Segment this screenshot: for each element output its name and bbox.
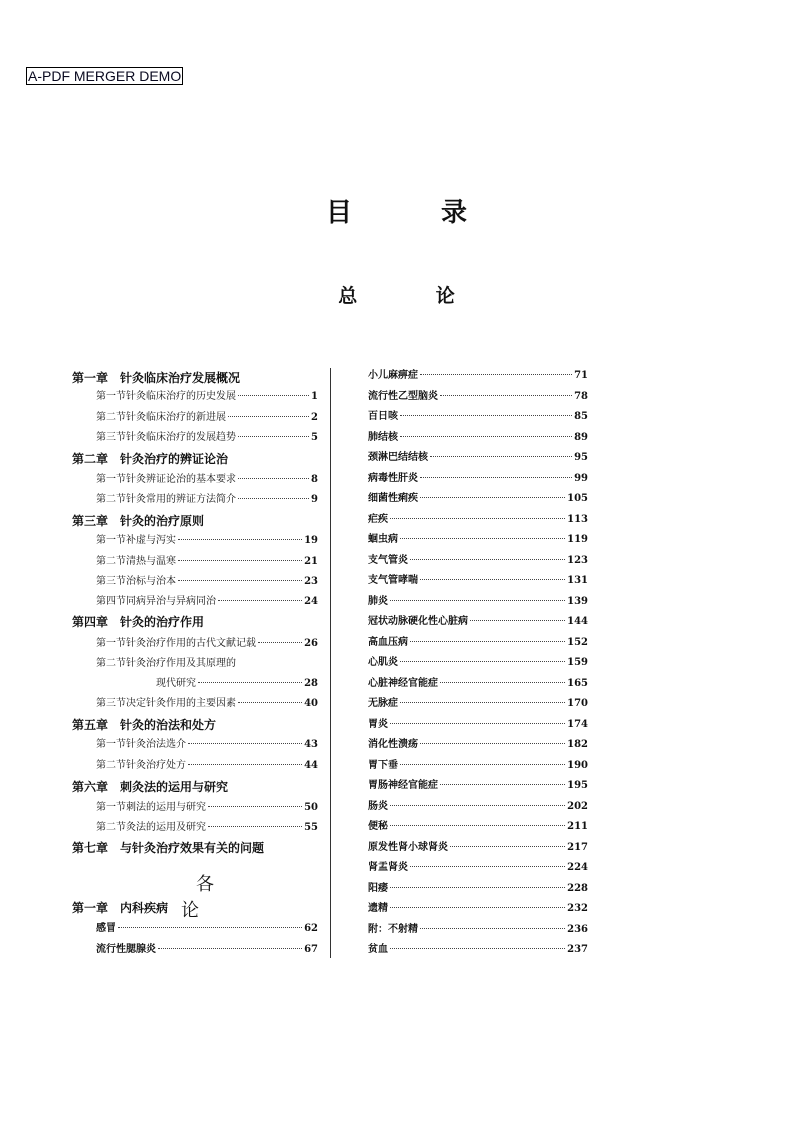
toc-item[interactable] bbox=[368, 430, 588, 446]
leader-dots bbox=[440, 784, 565, 785]
toc-label: 高血压病 bbox=[368, 636, 408, 648]
page-number: 71 bbox=[574, 370, 588, 381]
page-number: 62 bbox=[304, 923, 318, 934]
page-number: 170 bbox=[567, 698, 588, 709]
toc-chapter[interactable] bbox=[72, 717, 216, 733]
leader-dots bbox=[158, 948, 302, 949]
toc-number: 第六章 bbox=[72, 780, 109, 794]
leader-dots bbox=[188, 764, 302, 765]
toc-label: 灸法的运用及研究 bbox=[126, 822, 206, 833]
leader-dots bbox=[420, 579, 565, 580]
leader-dots bbox=[178, 539, 302, 540]
toc-label: 治标与治本 bbox=[126, 576, 176, 587]
leader-dots bbox=[400, 436, 572, 437]
toc-number: 第三节 bbox=[96, 576, 126, 587]
toc-label: 刺法的运用与研究 bbox=[126, 802, 206, 813]
page-number: 9 bbox=[311, 494, 318, 505]
toc-label: 与针灸治疗效果有关的问题 bbox=[120, 841, 265, 855]
toc-label: 针灸治疗的辨证论治 bbox=[120, 452, 229, 466]
leader-dots bbox=[238, 436, 309, 437]
toc-label: 针灸临床治疗的发展趋势 bbox=[126, 432, 236, 443]
toc-label: 针灸辨证论治的基本要求 bbox=[126, 474, 236, 485]
toc-item[interactable] bbox=[368, 553, 588, 569]
toc-label: 支气管哮喘 bbox=[368, 575, 418, 586]
toc-label: 感冒 bbox=[96, 923, 116, 934]
toc-number: 第一章 bbox=[72, 371, 109, 385]
leader-dots bbox=[390, 723, 565, 724]
toc-label: 胃下垂 bbox=[368, 759, 398, 771]
toc-number: 第一节 bbox=[96, 391, 126, 402]
leader-dots bbox=[400, 538, 565, 539]
toc-label: 针灸临床治疗的历史发展 bbox=[126, 391, 236, 402]
toc-item[interactable] bbox=[368, 778, 588, 794]
page-number: 159 bbox=[567, 657, 588, 668]
leader-dots bbox=[420, 477, 572, 478]
leader-dots bbox=[420, 374, 572, 375]
toc-chapter[interactable] bbox=[72, 513, 204, 529]
toc-label: 肠炎 bbox=[368, 800, 388, 812]
page-number: 67 bbox=[304, 944, 318, 955]
toc-number: 第一节 bbox=[96, 638, 126, 649]
toc-section[interactable] bbox=[96, 820, 318, 836]
page-number: 232 bbox=[567, 903, 588, 914]
toc-item[interactable] bbox=[368, 881, 588, 897]
toc-label: 细菌性痢疾 bbox=[368, 493, 418, 504]
leader-dots bbox=[390, 825, 565, 826]
toc-label: 胃炎 bbox=[368, 718, 388, 730]
toc-item[interactable] bbox=[368, 696, 588, 712]
toc-section[interactable] bbox=[96, 574, 318, 590]
page-number: 21 bbox=[304, 556, 318, 567]
leader-dots bbox=[258, 642, 302, 643]
toc-chapter[interactable] bbox=[72, 370, 240, 386]
toc-section[interactable] bbox=[96, 430, 318, 446]
part-heading-specific: 各 论 bbox=[181, 874, 244, 921]
toc-section[interactable] bbox=[96, 410, 318, 426]
toc-label: 补虚与泻实 bbox=[126, 535, 176, 546]
toc-item[interactable] bbox=[368, 471, 588, 487]
toc-chapter[interactable] bbox=[72, 779, 228, 795]
page-number: 152 bbox=[567, 636, 588, 648]
leader-dots bbox=[390, 907, 565, 908]
page-number: 139 bbox=[567, 595, 588, 607]
page-number: 174 bbox=[567, 718, 588, 730]
toc-label: 针灸临床治疗发展概况 bbox=[120, 371, 241, 385]
toc-label: 肾盂肾炎 bbox=[368, 862, 408, 873]
page-number: 5 bbox=[311, 432, 318, 443]
toc-label: 病毒性肝炎 bbox=[368, 472, 418, 484]
toc-label: 贫血 bbox=[368, 944, 388, 955]
toc-item[interactable] bbox=[368, 819, 588, 835]
page-number: 78 bbox=[574, 390, 588, 402]
leader-dots bbox=[208, 826, 302, 827]
toc-item[interactable] bbox=[368, 614, 588, 630]
toc-chapter[interactable] bbox=[72, 840, 264, 856]
page-number: 8 bbox=[311, 474, 318, 485]
toc-number: 第二节 bbox=[96, 822, 126, 833]
toc-number: 第二章 bbox=[72, 452, 109, 466]
leader-dots bbox=[410, 641, 565, 642]
page-number: 211 bbox=[567, 821, 588, 832]
toc-label: 针灸常用的辨证方法简介 bbox=[126, 494, 236, 505]
page-number: 23 bbox=[304, 576, 318, 587]
toc-label: 同病异治与异病同治 bbox=[126, 596, 216, 607]
toc-number: 第三节 bbox=[96, 698, 126, 709]
page-number: 99 bbox=[574, 472, 588, 484]
toc-chapter[interactable] bbox=[72, 614, 204, 630]
leader-dots bbox=[450, 846, 565, 847]
toc-number: 第四节 bbox=[96, 596, 126, 607]
page-number: 2 bbox=[311, 412, 318, 423]
leader-dots bbox=[420, 928, 565, 929]
toc-chapter[interactable] bbox=[72, 900, 168, 916]
toc-label: 肺结核 bbox=[368, 431, 398, 443]
toc-item[interactable] bbox=[368, 512, 588, 528]
leader-dots bbox=[410, 866, 565, 867]
toc-section[interactable] bbox=[156, 676, 318, 692]
toc-section[interactable] bbox=[96, 737, 318, 753]
toc-item[interactable] bbox=[368, 737, 588, 753]
toc-label: 颈淋巴结结核 bbox=[368, 452, 428, 463]
toc-label: 附：不射精 bbox=[368, 923, 418, 935]
toc-label: 刺灸法的运用与研究 bbox=[120, 780, 229, 794]
toc-number: 第三节 bbox=[96, 432, 126, 443]
toc-number: 第一节 bbox=[96, 739, 126, 750]
page-number: 190 bbox=[567, 759, 588, 771]
toc-item[interactable] bbox=[96, 921, 318, 937]
toc-section[interactable] bbox=[96, 656, 318, 672]
part-heading-general: 总 论 bbox=[338, 285, 491, 307]
page-number: 113 bbox=[567, 513, 588, 525]
page-number: 105 bbox=[567, 493, 588, 504]
toc-item[interactable] bbox=[368, 491, 588, 507]
leader-dots bbox=[400, 702, 565, 703]
page-number: 119 bbox=[567, 534, 588, 545]
page-number: 50 bbox=[304, 802, 318, 813]
toc-section[interactable] bbox=[96, 389, 318, 405]
toc-label: 针灸的治疗作用 bbox=[120, 615, 205, 629]
toc-label: 阳痿 bbox=[368, 882, 388, 894]
toc-number: 第一章 bbox=[72, 901, 109, 915]
toc-item[interactable] bbox=[368, 573, 588, 589]
page-number: 131 bbox=[567, 575, 588, 586]
leader-dots bbox=[178, 580, 302, 581]
toc-label: 胃肠神经官能症 bbox=[368, 780, 438, 791]
page-number: 19 bbox=[304, 535, 318, 546]
toc-label: 遗精 bbox=[368, 903, 388, 914]
toc-label: 心脏神经官能症 bbox=[368, 677, 438, 689]
column-divider bbox=[330, 368, 331, 958]
page-number: 228 bbox=[567, 882, 588, 894]
toc-label: 针灸治疗作用及其原理的 bbox=[126, 658, 236, 669]
page-number: 144 bbox=[567, 616, 588, 627]
toc-label: 便秘 bbox=[368, 821, 388, 832]
toc-label: 小儿麻痹症 bbox=[368, 370, 418, 381]
toc-item[interactable] bbox=[368, 799, 588, 815]
leader-dots bbox=[218, 600, 302, 601]
toc-section[interactable] bbox=[96, 636, 318, 652]
toc-item[interactable] bbox=[368, 860, 588, 876]
toc-item[interactable] bbox=[368, 389, 588, 405]
toc-section[interactable] bbox=[96, 492, 318, 508]
page-number: 89 bbox=[574, 431, 588, 443]
toc-number: 第四章 bbox=[72, 615, 109, 629]
toc-number: 第一节 bbox=[96, 802, 126, 813]
leader-dots bbox=[238, 702, 302, 703]
toc-number: 第二节 bbox=[96, 556, 126, 567]
page-number: 1 bbox=[311, 391, 318, 402]
leader-dots bbox=[390, 887, 565, 888]
toc-section[interactable] bbox=[96, 533, 318, 549]
page-number: 44 bbox=[304, 760, 318, 771]
toc-item[interactable] bbox=[368, 655, 588, 671]
toc-number: 第七章 bbox=[72, 841, 109, 855]
leader-dots bbox=[410, 559, 565, 560]
toc-item[interactable] bbox=[368, 409, 588, 425]
page-number: 40 bbox=[304, 698, 318, 709]
toc-label: 心肌炎 bbox=[368, 657, 398, 668]
toc-section[interactable] bbox=[96, 472, 318, 488]
page-number: 165 bbox=[567, 677, 588, 689]
toc-label: 肺炎 bbox=[368, 595, 388, 607]
toc-item[interactable] bbox=[368, 942, 588, 958]
toc-label: 无脉症 bbox=[368, 698, 398, 709]
leader-dots bbox=[208, 806, 302, 807]
toc-label: 针灸治疗作用的古代文献记载 bbox=[126, 638, 256, 649]
toc-item[interactable] bbox=[368, 532, 588, 548]
leader-dots bbox=[420, 497, 565, 498]
page-number: 182 bbox=[567, 739, 588, 750]
leader-dots bbox=[178, 560, 302, 561]
toc-number: 第一节 bbox=[96, 535, 126, 546]
toc-section[interactable] bbox=[96, 594, 318, 610]
page-number: 217 bbox=[567, 841, 588, 853]
toc-label: 决定针灸作用的主要因素 bbox=[126, 698, 236, 709]
leader-dots bbox=[188, 743, 302, 744]
leader-dots bbox=[440, 682, 565, 683]
page-number: 202 bbox=[567, 800, 588, 812]
leader-dots bbox=[400, 661, 565, 662]
leader-dots bbox=[390, 600, 565, 601]
page-number: 95 bbox=[574, 452, 588, 463]
page-number: 85 bbox=[574, 411, 588, 422]
leader-dots bbox=[430, 456, 572, 457]
toc-label: 针灸的治疗原则 bbox=[120, 514, 205, 528]
page-number: 195 bbox=[567, 780, 588, 791]
toc-label: 流行性乙型脑炎 bbox=[368, 390, 438, 402]
toc-label: 蛔虫病 bbox=[368, 534, 398, 545]
toc-label: 冠状动脉硬化性心脏病 bbox=[368, 616, 468, 627]
toc-item[interactable] bbox=[368, 758, 588, 774]
toc-label: 针灸治疗处方 bbox=[126, 760, 186, 771]
toc-label: 疟疾 bbox=[368, 513, 388, 525]
toc-number: 第一节 bbox=[96, 474, 126, 485]
leader-dots bbox=[440, 395, 572, 396]
page-number: 236 bbox=[567, 923, 588, 935]
leader-dots bbox=[118, 927, 302, 928]
toc-section[interactable] bbox=[96, 758, 318, 774]
toc-item[interactable] bbox=[368, 450, 588, 466]
toc-label: 清热与温寒 bbox=[126, 556, 176, 567]
page-number: 28 bbox=[304, 678, 318, 689]
toc-item[interactable] bbox=[368, 840, 588, 856]
leader-dots bbox=[400, 764, 565, 765]
toc-item[interactable] bbox=[368, 717, 588, 733]
toc-label: 百日咳 bbox=[368, 411, 398, 422]
toc-item[interactable] bbox=[368, 922, 588, 938]
leader-dots bbox=[390, 948, 565, 949]
page-number: 43 bbox=[304, 739, 318, 750]
leader-dots bbox=[400, 415, 572, 416]
page-number: 55 bbox=[304, 822, 318, 833]
toc-section[interactable] bbox=[96, 554, 318, 570]
toc-label: 针灸的治法和处方 bbox=[120, 718, 217, 732]
toc-number: 第三章 bbox=[72, 514, 109, 528]
toc-label: 消化性溃疡 bbox=[368, 739, 418, 750]
toc-item[interactable] bbox=[368, 901, 588, 917]
leader-dots bbox=[390, 518, 565, 519]
leader-dots bbox=[420, 743, 565, 744]
page-number: 224 bbox=[567, 862, 588, 873]
page-number: 24 bbox=[304, 596, 318, 607]
page-title: 目 录 bbox=[325, 198, 508, 228]
leader-dots bbox=[390, 805, 565, 806]
leader-dots bbox=[238, 478, 309, 479]
watermark-stamp: A-PDF MERGER DEMO bbox=[28, 68, 182, 84]
toc-label: 流行性腮腺炎 bbox=[96, 944, 156, 955]
toc-section[interactable] bbox=[96, 800, 318, 816]
toc-label: 针灸临床治疗的新进展 bbox=[126, 412, 226, 423]
toc-item[interactable] bbox=[368, 635, 588, 651]
leader-dots bbox=[470, 620, 565, 621]
toc-item[interactable] bbox=[368, 676, 588, 692]
toc-label: 支气管炎 bbox=[368, 554, 408, 566]
page-number: 26 bbox=[304, 638, 318, 649]
toc-number: 第二节 bbox=[96, 658, 126, 669]
page-number: 237 bbox=[567, 944, 588, 955]
toc-item[interactable] bbox=[368, 594, 588, 610]
leader-dots bbox=[228, 416, 309, 417]
toc-number: 第二节 bbox=[96, 760, 126, 771]
leader-dots bbox=[238, 395, 309, 396]
toc-label: 内科疾病 bbox=[120, 901, 169, 915]
toc-section[interactable] bbox=[96, 696, 318, 712]
leader-dots bbox=[198, 682, 302, 683]
toc-label: 现代研究 bbox=[156, 678, 196, 689]
toc-number: 第五章 bbox=[72, 718, 109, 732]
toc-label: 针灸治法选介 bbox=[126, 739, 186, 750]
toc-item[interactable] bbox=[96, 942, 318, 958]
toc-number: 第二节 bbox=[96, 412, 126, 423]
toc-item[interactable] bbox=[368, 368, 588, 384]
toc-chapter[interactable] bbox=[72, 451, 228, 467]
page-number: 123 bbox=[567, 554, 588, 566]
leader-dots bbox=[238, 498, 309, 499]
toc-number: 第二节 bbox=[96, 494, 126, 505]
toc-label: 原发性肾小球肾炎 bbox=[368, 841, 448, 853]
